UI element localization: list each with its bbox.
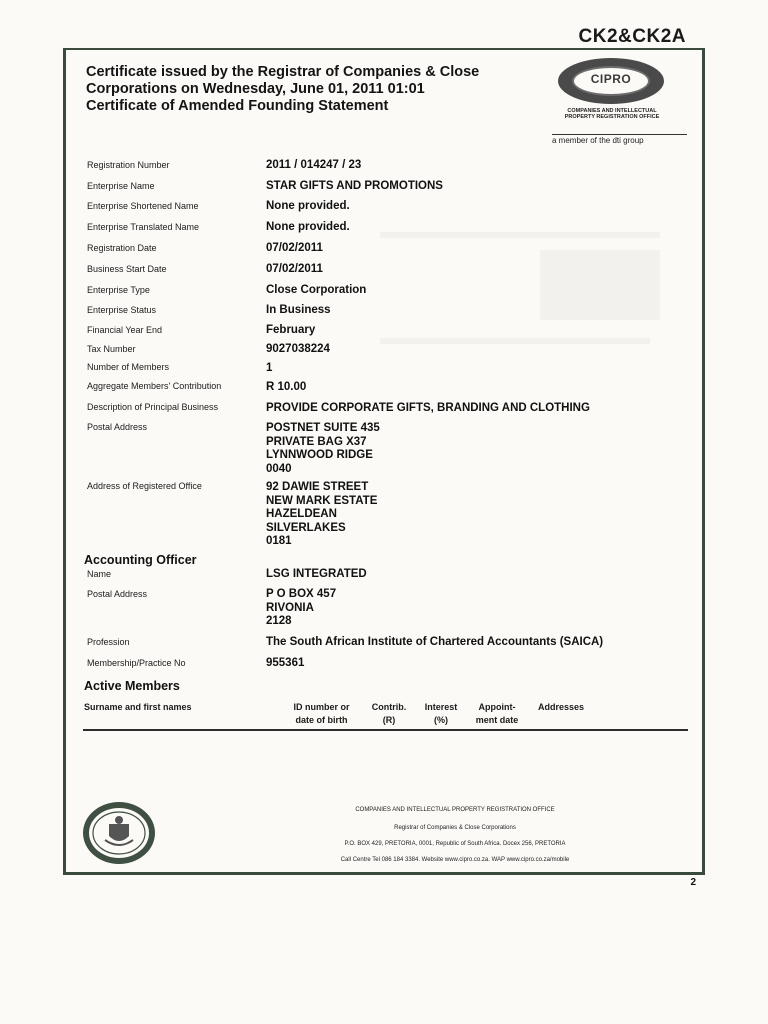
address-line: POSTNET SUITE 435	[266, 422, 380, 434]
address-line: 2128	[266, 615, 292, 627]
address-line: HAZELDEAN	[266, 508, 337, 520]
registered-office-lines	[266, 481, 377, 549]
logo-text: CIPRO	[590, 72, 632, 86]
field-label: Name	[87, 569, 112, 579]
logo-sub-line-1: COMPANIES AND INTELLECTUAL	[567, 108, 657, 114]
title-line-1: Certificate issued by the Registrar of Companies & Close	[86, 64, 480, 80]
postal-address-lines	[266, 422, 380, 476]
field-label: Address of Registered Office	[87, 481, 202, 491]
column-header-line: ID number or	[293, 702, 350, 712]
field-value: In Business	[266, 304, 331, 316]
accounting-officer-heading: Accounting Officer	[84, 553, 197, 567]
field-label: Business Start Date	[87, 264, 167, 274]
active-members-heading: Active Members	[84, 679, 180, 693]
field-label: Financial Year End	[87, 325, 163, 335]
logo-member-tagline: a member of the dti group	[552, 134, 687, 145]
field-value: R 10.00	[266, 381, 307, 393]
column-header-line: Appoint-	[478, 702, 516, 712]
field-label: Postal Address	[87, 422, 148, 432]
column-header-line: Addresses	[537, 702, 585, 712]
address-line: 92 DAWIE STREET	[266, 481, 369, 493]
field-label: Enterprise Type	[87, 285, 150, 295]
officer-postal-lines	[266, 588, 336, 629]
address-line: LYNNWOOD RIDGE	[266, 449, 373, 461]
column-header-line: date of birth	[295, 715, 348, 725]
members-column-header	[284, 701, 359, 727]
field-value: None provided.	[266, 221, 350, 233]
field-value: 2011 / 014247 / 23	[266, 159, 362, 171]
column-header-line: Surname and first names	[84, 702, 192, 712]
footer-line-4: Call Centre Tel 086 184 3384. Website www.cipro.co.za. WAP www.cipro.co.za/mobile	[340, 857, 570, 863]
address-line: 0181	[266, 535, 292, 547]
field-label: Enterprise Translated Name	[87, 222, 200, 232]
field-label: Tax Number	[87, 344, 136, 354]
field-value: Close Corporation	[266, 284, 367, 296]
address-line: PRIVATE BAG X37	[266, 435, 367, 448]
title-line-3: Certificate of Amended Founding Statement	[86, 98, 389, 114]
field-label: Number of Members	[87, 362, 170, 372]
members-column-header	[468, 701, 526, 727]
column-header-line: ment date	[475, 715, 519, 725]
address-line: P O BOX 457	[266, 588, 337, 600]
field-value: PROVIDE CORPORATE GIFTS, BRANDING AND CLOTHING	[266, 402, 590, 414]
column-header-line: Contrib.	[371, 702, 407, 712]
logo-sub-line-2: PROPERTY REGISTRATION OFFICE	[564, 114, 660, 120]
field-value: 07/02/2011	[266, 242, 323, 254]
field-label: Registration Date	[87, 243, 157, 253]
field-label: Aggregate Members' Contribution	[87, 381, 222, 391]
column-header-line: Interest	[424, 702, 458, 712]
field-label: Enterprise Name	[87, 181, 155, 191]
members-column-header	[532, 701, 590, 714]
address-line: 0040	[266, 462, 292, 475]
field-value: 07/02/2011	[266, 263, 323, 275]
certificate-title	[86, 64, 526, 115]
field-value: LSG INTEGRATED	[266, 568, 367, 580]
page-number: 2	[690, 877, 696, 888]
field-label: Enterprise Shortened Name	[87, 201, 199, 211]
field-label: Profession	[87, 637, 130, 647]
field-label: Postal Address	[87, 589, 148, 599]
field-value: 955361	[266, 657, 305, 669]
field-value: February	[266, 324, 316, 336]
footer-line-1: COMPANIES AND INTELLECTUAL PROPERTY REGISTRATION OFFICE	[355, 807, 555, 813]
seal-icon	[81, 800, 157, 866]
members-column-header	[84, 701, 192, 714]
column-header-line: (%)	[434, 715, 448, 725]
field-value: None provided.	[266, 200, 350, 212]
members-column-header	[418, 701, 464, 727]
field-value: The South African Institute of Chartered Accountants (SAICA)	[266, 636, 604, 648]
cipro-logo	[552, 58, 672, 148]
logo-subtitle	[552, 108, 672, 120]
field-value: 1	[266, 362, 273, 374]
document-code: CK2&CK2A	[578, 26, 686, 47]
certificate-frame	[63, 48, 705, 875]
members-divider	[83, 729, 688, 731]
coat-of-arms-seal	[81, 800, 157, 866]
field-label: Description of Principal Business	[87, 402, 219, 412]
address-line: RIVONIA	[266, 601, 314, 614]
field-value: 9027038224	[266, 343, 330, 355]
field-value: STAR GIFTS AND PROMOTIONS	[266, 180, 443, 192]
field-label: Enterprise Status	[87, 305, 157, 315]
field-label: Membership/Practice No	[87, 658, 186, 668]
footer-line-2: Registrar of Companies & Close Corporations	[394, 825, 516, 831]
address-line: SILVERLAKES	[266, 521, 346, 534]
title-line-2: Corporations on Wednesday, June 01, 2011 01:01	[86, 81, 425, 97]
field-label: Registration Number	[87, 160, 170, 170]
column-header-line: (R)	[382, 715, 396, 725]
footer-line-3: P.O. BOX 429, PRETORIA, 0001, Republic of South Africa. Docex 256, PRETORIA	[344, 841, 566, 847]
address-line: NEW MARK ESTATE	[266, 494, 378, 507]
members-column-header	[366, 701, 412, 727]
